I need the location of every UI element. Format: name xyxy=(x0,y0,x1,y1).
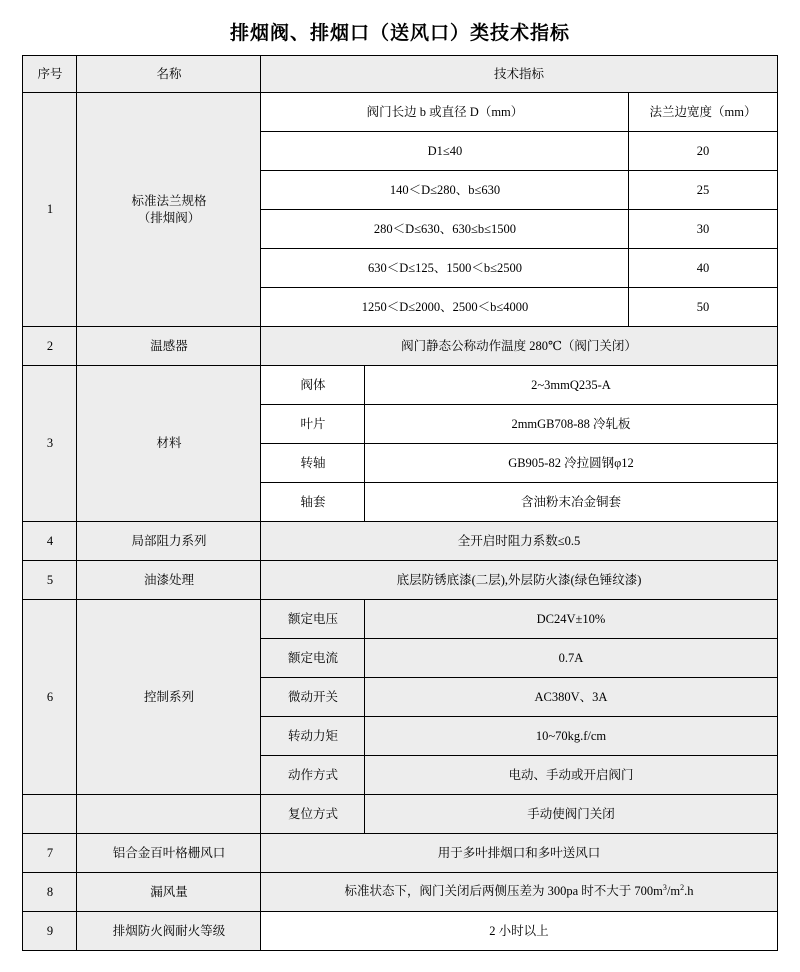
leak-value-post: .h xyxy=(684,884,694,899)
row-name-1 xyxy=(77,93,261,327)
flange-range: D1≤40 xyxy=(261,132,629,171)
row-name-1-line2: （排烟阀） xyxy=(137,210,201,225)
table-row xyxy=(23,327,777,366)
row-seq-5: 5 xyxy=(23,561,77,600)
material-sub: 轴套 xyxy=(261,483,365,522)
table-row xyxy=(23,912,777,951)
row-name-3: 材料 xyxy=(77,366,261,522)
header-name: 名称 xyxy=(77,56,261,93)
header-spec: 技术指标 xyxy=(261,56,777,93)
flange-range: 630＜D≤125、1500＜b≤2500 xyxy=(261,249,629,288)
row-seq-2: 2 xyxy=(23,327,77,366)
row-name-8: 漏风量 xyxy=(77,873,261,912)
flange-width: 20 xyxy=(629,132,777,171)
table-row xyxy=(23,600,777,639)
row-value-4: 全开启时阻力系数≤0.5 xyxy=(261,522,777,561)
flange-range: 1250＜D≤2000、2500＜b≤4000 xyxy=(261,288,629,327)
table-row xyxy=(23,873,777,912)
spec-table xyxy=(22,55,777,951)
leak-value-sup: 3 xyxy=(662,883,667,893)
flange-width: 50 xyxy=(629,288,777,327)
material-sub: 转轴 xyxy=(261,444,365,483)
flange-width: 30 xyxy=(629,210,777,249)
table-row xyxy=(23,366,777,405)
row-value-7: 用于多叶排烟口和多叶送风口 xyxy=(261,834,777,873)
control-value: AC380V、3A xyxy=(365,678,777,717)
page-title: 排烟阀、排烟口（送风口）类技术指标 xyxy=(229,23,570,44)
table-row xyxy=(23,561,777,600)
row-seq-4: 4 xyxy=(23,522,77,561)
control-value: 手动使阀门关闭 xyxy=(365,795,777,834)
control-sub: 转动力矩 xyxy=(261,717,365,756)
table-row xyxy=(23,795,777,834)
control-value: DC24V±10% xyxy=(365,600,777,639)
row-name-6-cont xyxy=(77,795,261,834)
row-value-9: 2 小时以上 xyxy=(261,912,777,951)
row-name-7: 铝合金百叶格栅风口 xyxy=(77,834,261,873)
header-seq: 序号 xyxy=(23,56,77,93)
material-sub: 阀体 xyxy=(261,366,365,405)
row-value-5: 底层防锈底漆(二层),外层防火漆(绿色锤纹漆) xyxy=(261,561,777,600)
material-value: 2~3mmQ235-A xyxy=(365,366,777,405)
control-value: 0.7A xyxy=(365,639,777,678)
row-name-2: 温感器 xyxy=(77,327,261,366)
row-name-5: 油漆处理 xyxy=(77,561,261,600)
row-seq-3: 3 xyxy=(23,366,77,522)
row-seq-6: 6 xyxy=(23,600,77,795)
control-sub: 复位方式 xyxy=(261,795,365,834)
flange-width: 40 xyxy=(629,249,777,288)
control-sub: 额定电流 xyxy=(261,639,365,678)
material-value: 含油粉末冶金铜套 xyxy=(365,483,777,522)
material-value: 2mmGB708-88 冷轧板 xyxy=(365,405,777,444)
row-value-2: 阀门静态公称动作温度 280℃（阀门关闭） xyxy=(261,327,777,366)
material-sub: 叶片 xyxy=(261,405,365,444)
row-seq-9: 9 xyxy=(23,912,77,951)
control-sub: 微动开关 xyxy=(261,678,365,717)
material-value: GB905-82 冷拉圆钢φ12 xyxy=(365,444,777,483)
leak-value-pre: 标准状态下，阀门关闭后两侧压差为 300pa 时不大于 700m xyxy=(344,884,663,899)
flange-range: 140＜D≤280、b≤630 xyxy=(261,171,629,210)
row-value-8 xyxy=(261,873,777,912)
table-row xyxy=(23,834,777,873)
control-sub: 额定电压 xyxy=(261,600,365,639)
row-seq-6-cont xyxy=(23,795,77,834)
leak-value-sup2: 2 xyxy=(680,883,685,893)
row-name-1-line1: 标准法兰规格 xyxy=(131,193,207,208)
table-header-row xyxy=(23,56,777,93)
flange-subheader-left: 阀门长边 b 或直径 D（mm） xyxy=(261,93,629,132)
row-name-6: 控制系列 xyxy=(77,600,261,795)
table-row xyxy=(23,93,777,132)
control-value: 10~70kg.f/cm xyxy=(365,717,777,756)
control-value: 电动、手动或开启阀门 xyxy=(365,756,777,795)
row-seq-8: 8 xyxy=(23,873,77,912)
leak-value-mid: /m xyxy=(666,884,681,899)
flange-subheader-right: 法兰边宽度（mm） xyxy=(629,93,777,132)
flange-width: 25 xyxy=(629,171,777,210)
flange-range: 280＜D≤630、630≤b≤1500 xyxy=(261,210,629,249)
row-name-4: 局部阻力系列 xyxy=(77,522,261,561)
row-seq-1: 1 xyxy=(23,93,77,327)
control-sub: 动作方式 xyxy=(261,756,365,795)
row-name-9: 排烟防火阀耐火等级 xyxy=(77,912,261,951)
row-seq-7: 7 xyxy=(23,834,77,873)
table-row xyxy=(23,522,777,561)
